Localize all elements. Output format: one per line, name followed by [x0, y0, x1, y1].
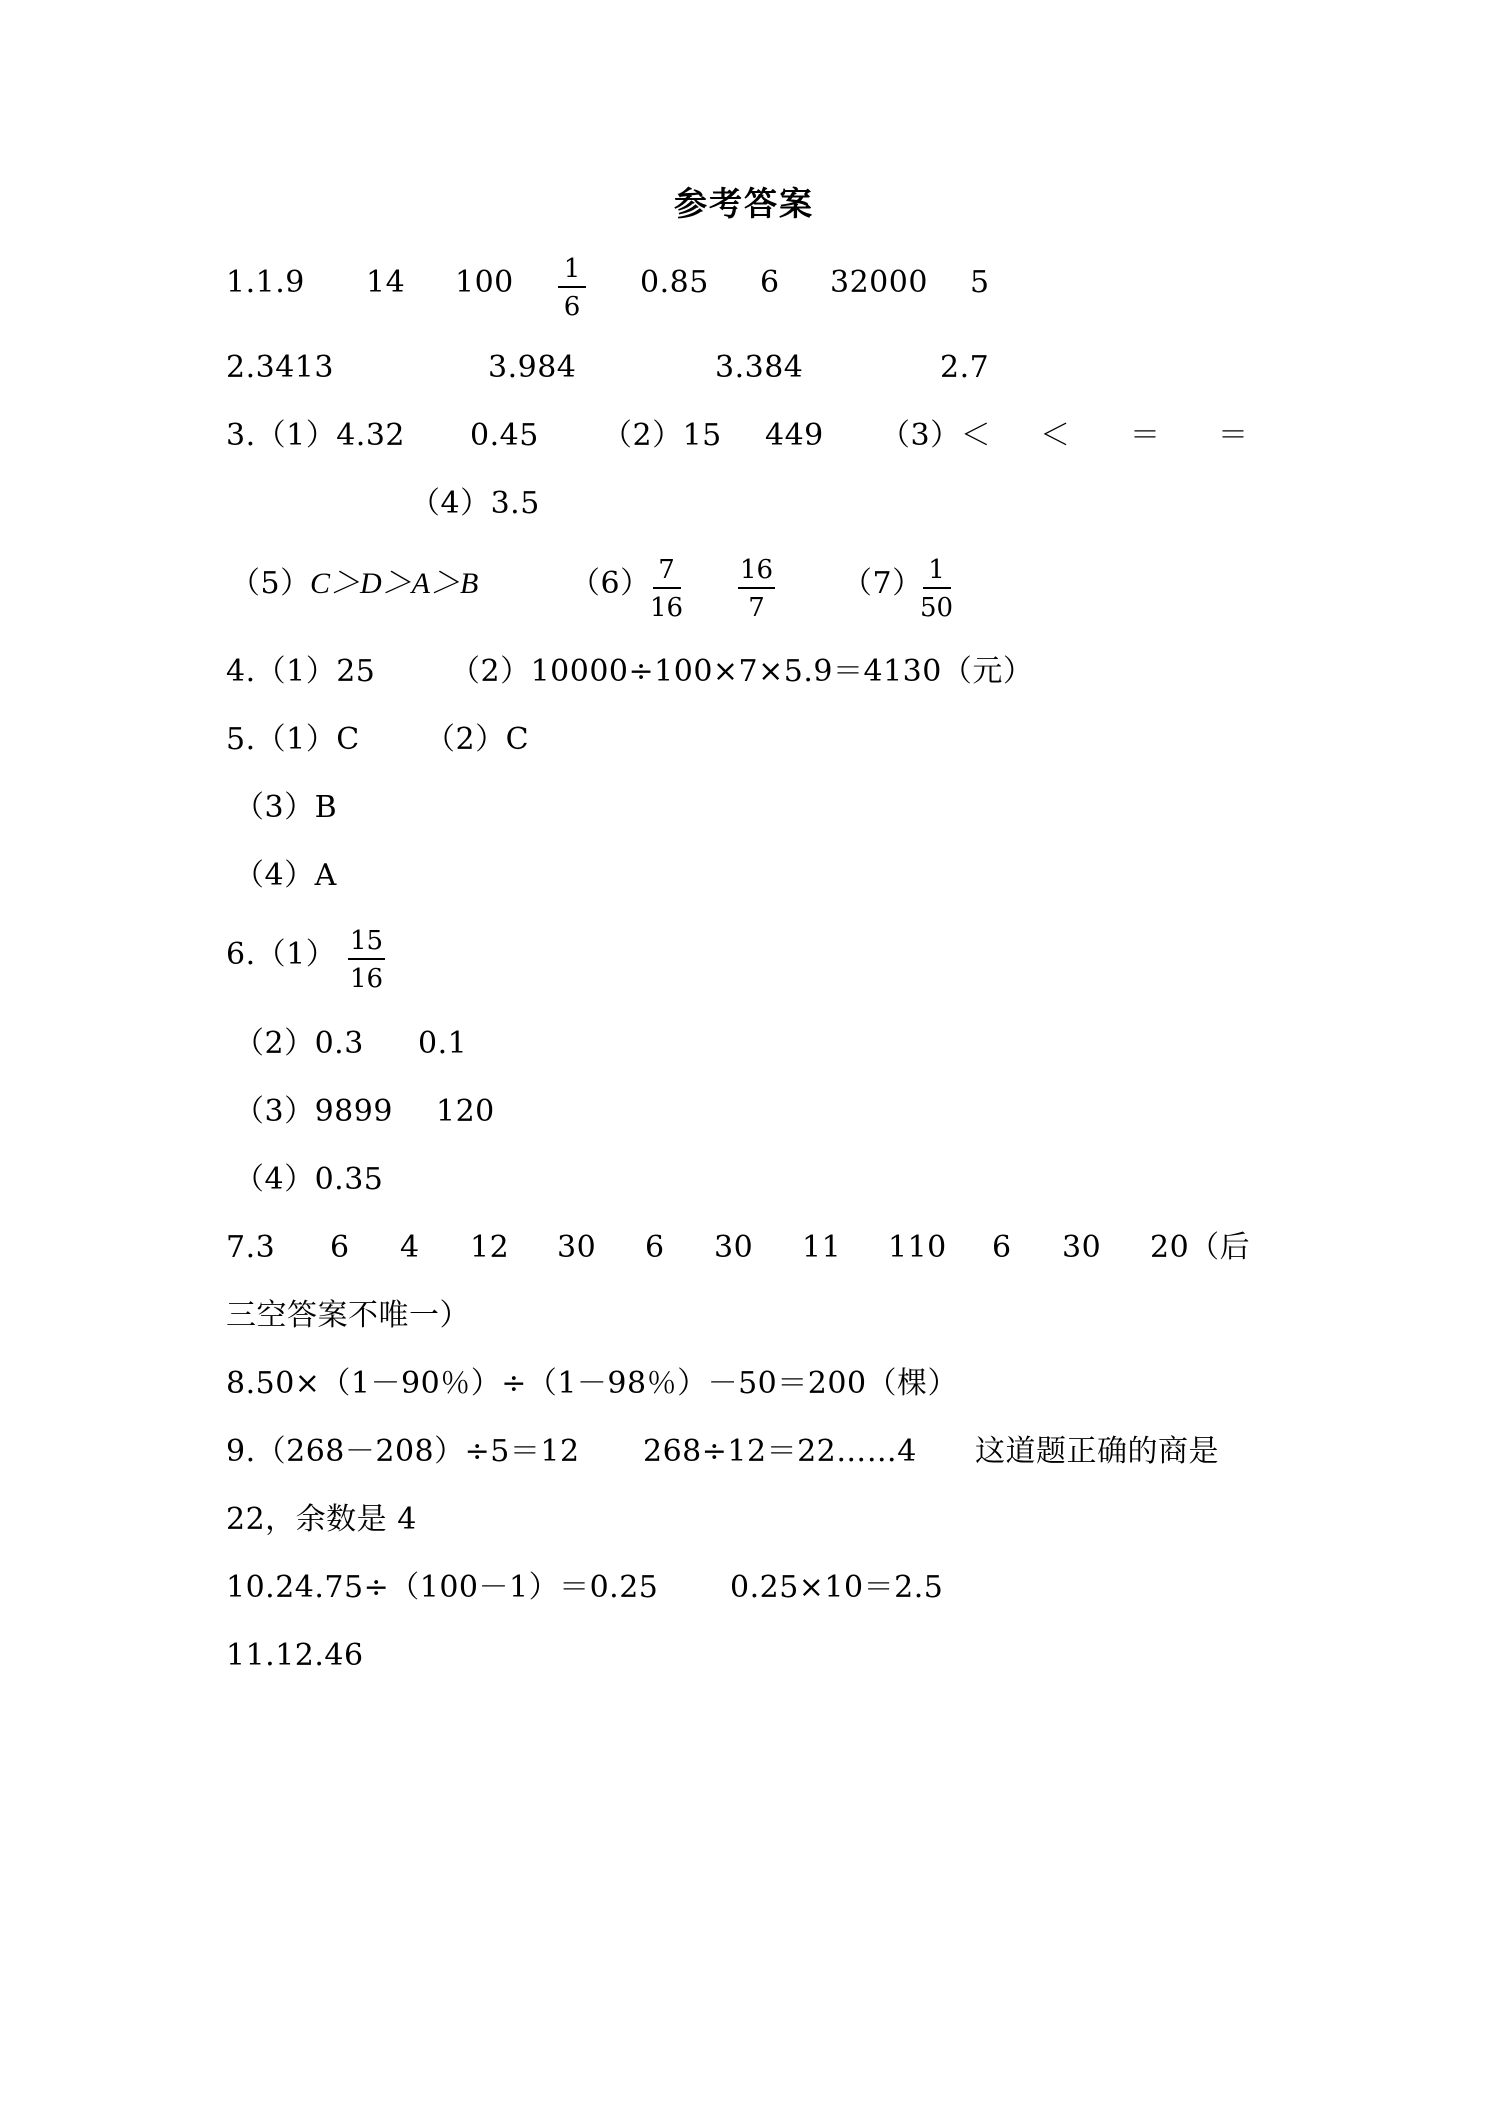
- q4-part: （2）10000÷100×7×5.9＝4130（元）: [450, 654, 1034, 689]
- q3-part: ＝: [1130, 418, 1161, 453]
- q2-value: 3.984: [488, 350, 577, 385]
- q3-part: （3）＜: [880, 418, 992, 453]
- q3-part: （2）15: [602, 418, 722, 453]
- q9-part: 268÷12＝22……4: [643, 1434, 917, 1469]
- q7-value: 30: [714, 1230, 754, 1265]
- q7-value: 7.3: [226, 1230, 276, 1265]
- q6-fraction: [348, 926, 385, 994]
- q5-part: （4）A: [234, 858, 337, 893]
- fraction-numerator: 7: [653, 555, 681, 589]
- q3-part: ＜: [1040, 418, 1071, 453]
- q3-order-expression: C＞D＞A＞B: [310, 567, 479, 600]
- q1-value: 5: [970, 265, 990, 300]
- q3-part: ＝: [1218, 418, 1249, 453]
- q2-value: 2.3413: [226, 350, 334, 385]
- q8-answer: 8.50×（1－90％）÷（1－98％）－50＝200（棵）: [226, 1366, 959, 1401]
- q3-part: 0.45: [470, 418, 539, 453]
- q4-part: 4.（1）25: [226, 654, 376, 689]
- q1-value: 0.85: [640, 265, 709, 300]
- q6-part: （3）9899: [234, 1094, 393, 1129]
- q6-part: （4）0.35: [234, 1162, 384, 1197]
- q7-value: 12: [470, 1230, 510, 1265]
- q2-value: 3.384: [715, 350, 804, 385]
- fraction-denominator: 7: [748, 593, 765, 623]
- q7-value: 30: [1062, 1230, 1102, 1265]
- q3-fraction: [738, 555, 775, 623]
- q3-fraction: [918, 555, 955, 623]
- fraction-denominator: 50: [920, 593, 954, 623]
- q9-part: 9.（268－208）÷5＝12: [226, 1434, 580, 1469]
- q5-part: （3）B: [234, 790, 338, 825]
- q5-part: （2）C: [425, 722, 530, 757]
- q7-value: 11: [802, 1230, 842, 1265]
- fraction-denominator: 16: [350, 964, 384, 994]
- q10-part: 0.25×10＝2.5: [730, 1570, 944, 1605]
- fraction-denominator: 16: [650, 593, 684, 623]
- q9-conclusion: 22，余数是 4: [226, 1502, 417, 1537]
- q1-fraction: [558, 254, 586, 322]
- q11-answer: 11.12.46: [226, 1638, 364, 1673]
- q3-fraction: [648, 555, 685, 623]
- q5-part: 5.（1）C: [226, 722, 360, 757]
- q6-part: 0.1: [418, 1026, 468, 1061]
- q3-part: 3.（1）4.32: [226, 418, 406, 453]
- q9-part: 这道题正确的商是: [975, 1434, 1219, 1469]
- q1-value: 100: [455, 265, 514, 300]
- q1-value: 6: [760, 265, 780, 300]
- q3-part-label: （6）: [570, 566, 651, 601]
- q7-value: 30: [557, 1230, 597, 1265]
- q7-value: 110: [888, 1230, 947, 1265]
- q6-part: （2）0.3: [234, 1026, 364, 1061]
- q10-part: 10.24.75÷（100－1）＝0.25: [226, 1570, 659, 1605]
- q1-value: 32000: [830, 265, 928, 300]
- q7-note: 三空答案不唯一）: [226, 1298, 470, 1333]
- q3-part-label: （7）: [842, 566, 923, 601]
- fraction-numerator: 1: [923, 555, 951, 589]
- q6-part-label: 6.（1）: [226, 937, 337, 972]
- q1-value: 14: [366, 265, 406, 300]
- q6-part: 120: [436, 1094, 495, 1129]
- fraction-denominator: 6: [563, 292, 581, 322]
- q7-value: 6: [330, 1230, 350, 1265]
- q7-value: 6: [645, 1230, 665, 1265]
- q3-part: （4）3.5: [410, 486, 540, 521]
- q7-value: 6: [992, 1230, 1012, 1265]
- q3-part: 449: [765, 418, 824, 453]
- q7-value: 20（后: [1150, 1230, 1251, 1265]
- fraction-numerator: 1: [558, 254, 586, 288]
- fraction-numerator: 16: [738, 555, 775, 589]
- q7-value: 4: [400, 1230, 420, 1265]
- q2-value: 2.7: [940, 350, 990, 385]
- fraction-numerator: 15: [348, 926, 385, 960]
- page-title: 参考答案: [674, 184, 814, 223]
- q1-prefix: 1.1.9: [226, 265, 305, 300]
- q3-part-label: （5）: [230, 566, 311, 601]
